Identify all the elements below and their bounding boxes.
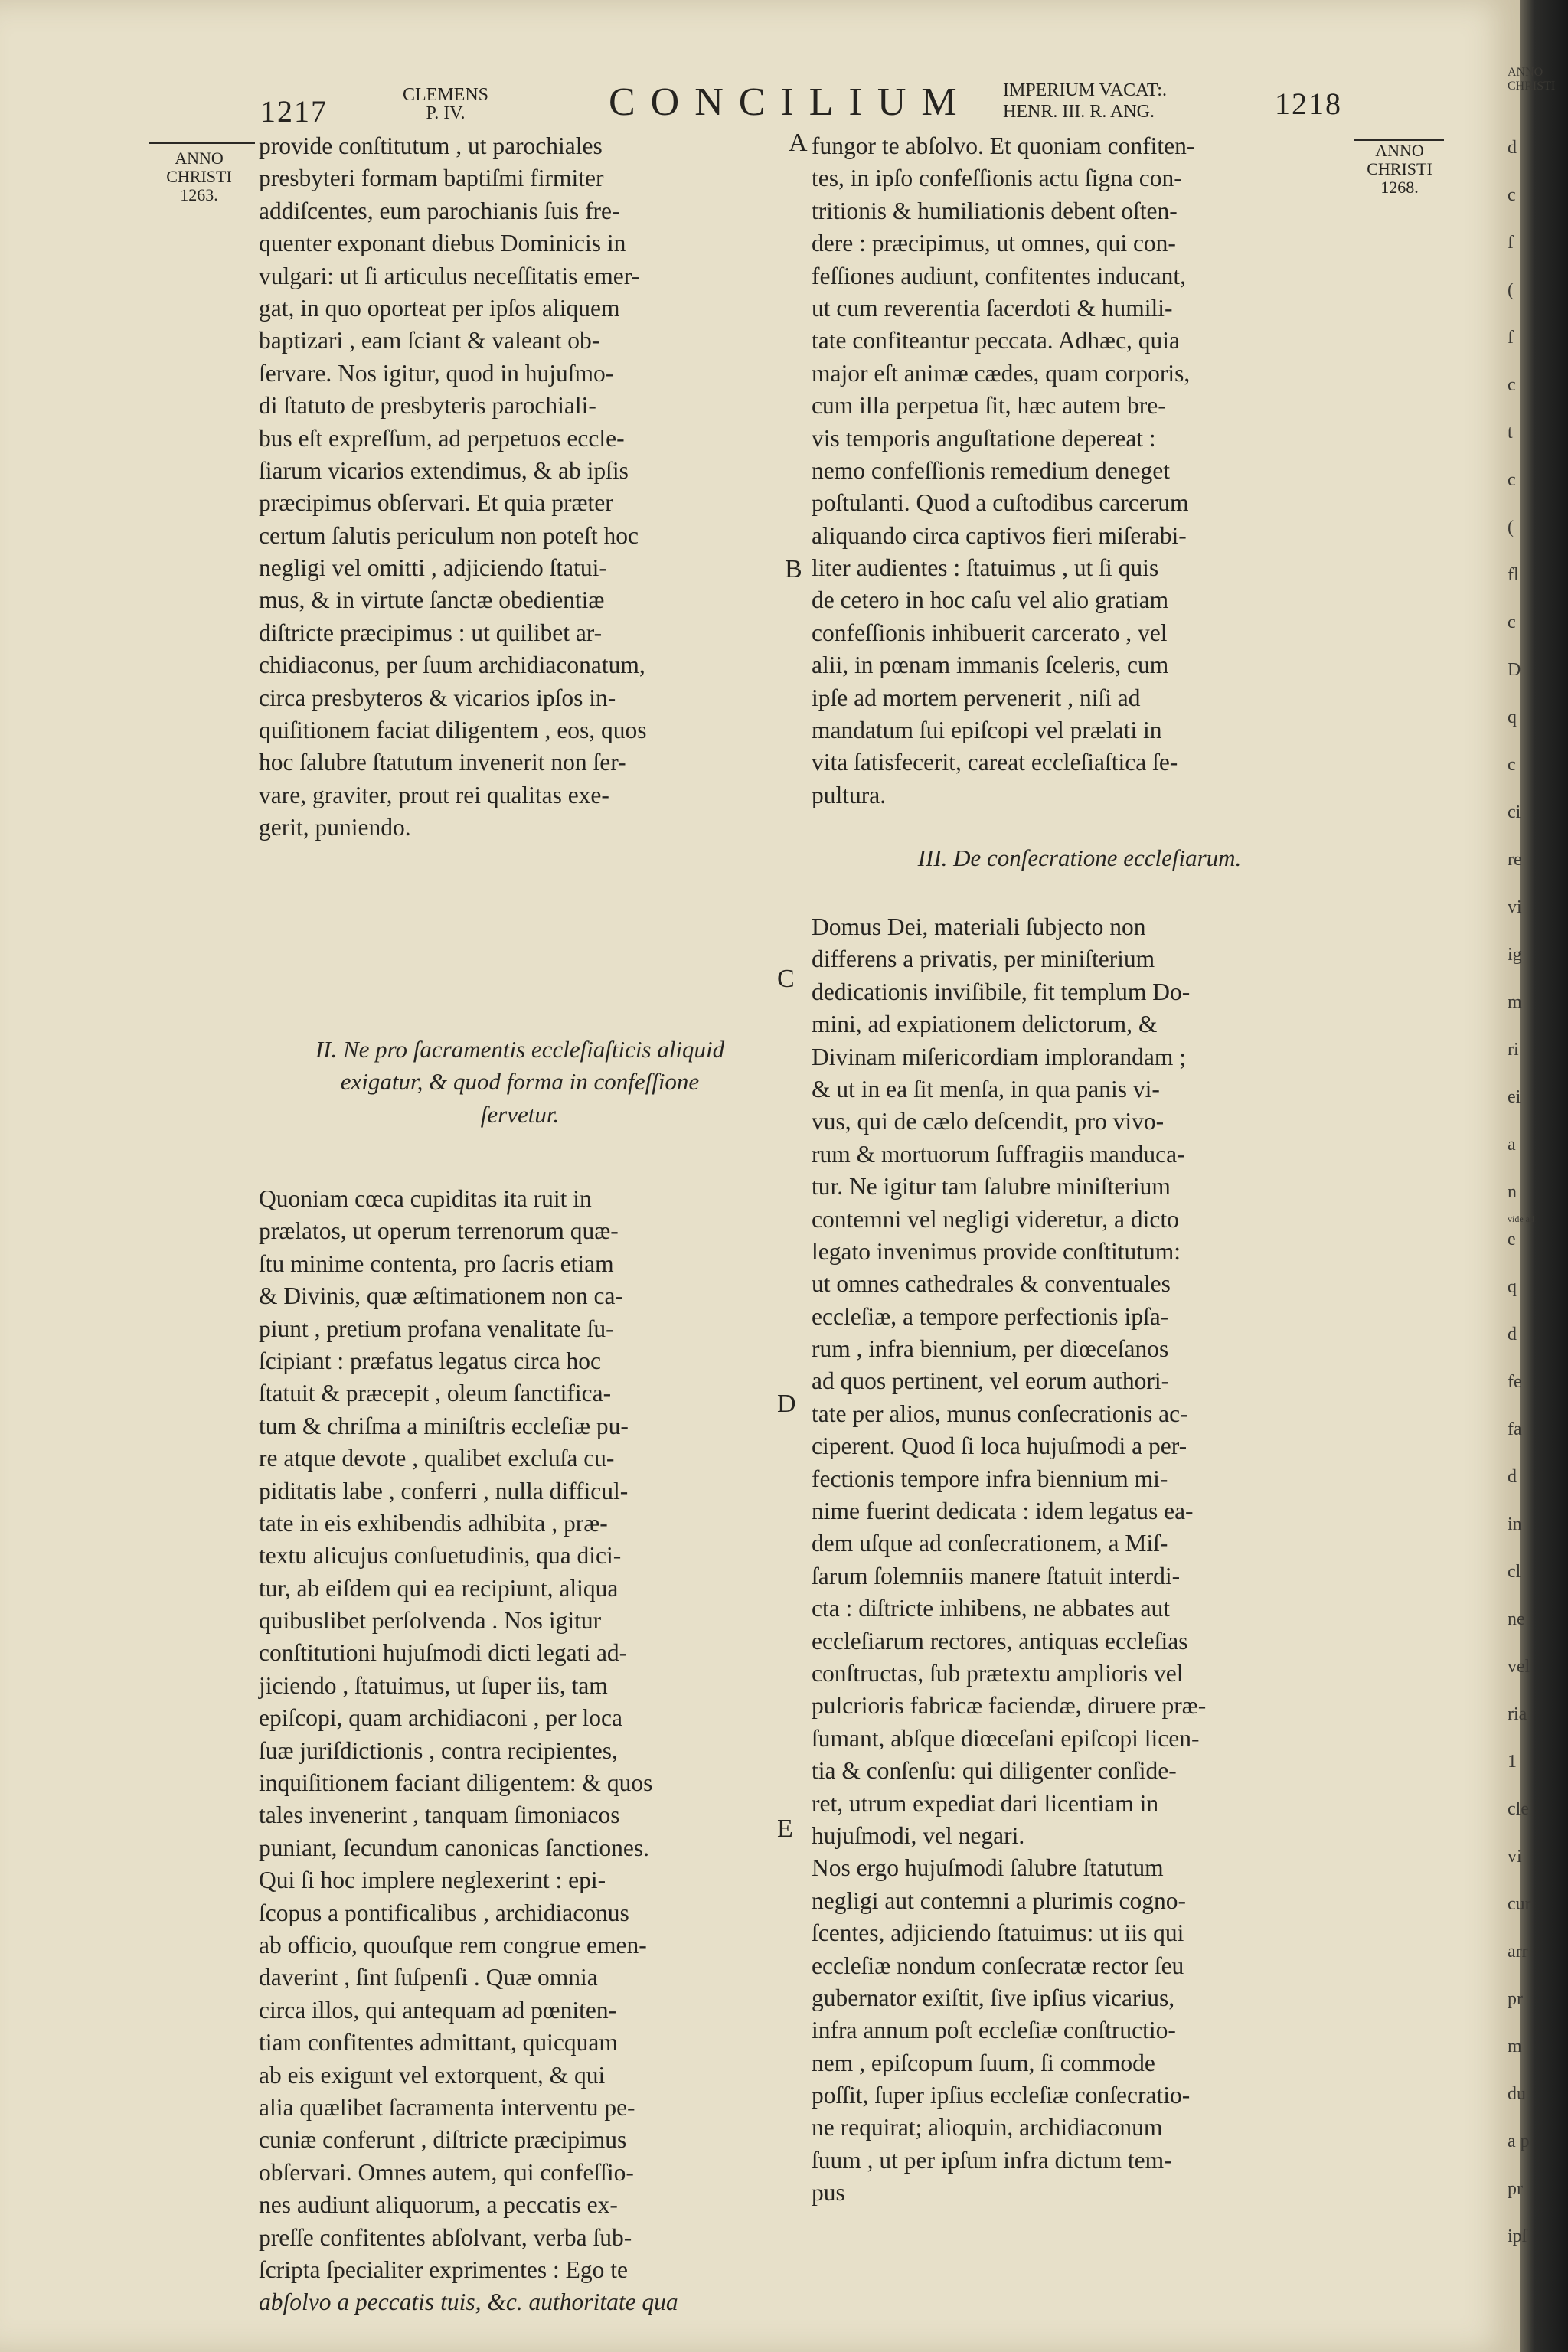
peek-header-line: CHRISTI bbox=[1508, 80, 1556, 93]
left-text-line: negligi vel omitti , adjiciendo ſtatui- bbox=[259, 554, 607, 582]
right-text-line: tate confiteantur peccata. Adhæc, quia bbox=[812, 327, 1181, 354]
right-text-line: tur. Ne igitur tam ſalubre miniſterium bbox=[812, 1173, 1171, 1200]
left-text-line: ab officio, quouſque rem congrue emen- bbox=[259, 1931, 647, 1958]
margin-note-right bbox=[1354, 142, 1446, 197]
peek-letter: vi bbox=[1508, 1847, 1522, 1867]
right-text-line: fungor te abſolvo. Et quoniam confiten- bbox=[812, 132, 1195, 159]
left-text-line: tiam confitentes admittant, quicquam bbox=[259, 2029, 618, 2056]
left-text-line: certum ſalutis periculum non poteſt hoc bbox=[259, 521, 639, 549]
running-head-left-line-1: CLEMENS bbox=[402, 85, 488, 105]
right-text-line: major eſt animæ cædes, quam corporis, bbox=[812, 359, 1191, 387]
peek-letter: c bbox=[1508, 612, 1516, 632]
peek-letter: f bbox=[1508, 233, 1514, 253]
peek-letter: pr bbox=[1508, 2179, 1523, 2199]
right-text-line: Domus Dei, materiali ſubjecto non bbox=[812, 913, 1146, 940]
right-text-line: Divinam miſericordiam implorandam ; bbox=[812, 1043, 1187, 1070]
right-text-line: tes, in ipſo confeſſionis actu ſigna con- bbox=[812, 165, 1182, 192]
right-text-line: tia & conſenſu: qui diligenter conſide- bbox=[812, 1757, 1177, 1785]
margin-right-line-1: ANNO bbox=[1375, 141, 1424, 160]
peek-letter: ci bbox=[1508, 802, 1521, 822]
peek-letter: fe bbox=[1508, 1372, 1522, 1392]
left-text-line: conſtitutioni hujuſmodi dicti legati ad- bbox=[259, 1639, 628, 1667]
peek-letter: t bbox=[1508, 423, 1513, 443]
peek-letter: d bbox=[1508, 138, 1517, 158]
peek-letter: d bbox=[1508, 1467, 1517, 1487]
peek-letter: ipſ bbox=[1508, 2226, 1527, 2246]
peek-letter: D bbox=[1508, 660, 1521, 680]
left-text-line: cuniæ conferunt , diſtricte præcipimus bbox=[259, 2126, 627, 2154]
left-text-line: ſcripta ſpecialiter exprimentes : Ego te bbox=[259, 2256, 628, 2283]
left-text-line: hoc ſalubre ſtatutum invenerit non ſer- bbox=[259, 749, 626, 776]
right-text-line: gubernator exiſtit, ſive ipſius vicarius, bbox=[812, 1984, 1175, 2011]
peek-letter: ( bbox=[1508, 280, 1514, 300]
right-text-line: rum , infra biennium, per diœceſanos bbox=[812, 1335, 1169, 1363]
left-text-line: presbyteri formam baptiſmi firmiter bbox=[259, 165, 604, 192]
heading-ii-line: ſervetur. bbox=[480, 1100, 560, 1128]
running-head-right bbox=[1003, 80, 1256, 122]
right-text-line: ſuum , ut per ipſum infra dictum tem- bbox=[812, 2146, 1172, 2174]
peek-letter: m bbox=[1508, 2037, 1522, 2056]
section-marker-b: B bbox=[785, 555, 802, 583]
left-text-line: preſſe confitentes abſolvant, verba ſub- bbox=[259, 2223, 632, 2251]
left-text-line: piunt , pretium profana venalitate ſu- bbox=[259, 1315, 614, 1342]
margin-left-line-3: 1263. bbox=[180, 185, 218, 204]
right-text-line: rum & mortuorum ſuffragiis manduca- bbox=[812, 1140, 1185, 1168]
left-text-line: mus, & in virtute ſanctæ obedientiæ bbox=[259, 586, 605, 614]
right-text-line: vus, qui de cælo deſcendit, pro vivo- bbox=[812, 1108, 1165, 1135]
left-text-line: tum & chriſma a miniſtris eccleſiæ pu- bbox=[259, 1412, 629, 1439]
peek-letter: cle bbox=[1508, 1799, 1529, 1819]
left-text-line: di ſtatuto de presbyteris parochiali- bbox=[259, 392, 596, 420]
left-text-line: piditatis labe , conferri , nulla difficul- bbox=[259, 1477, 629, 1504]
left-text-line: addiſcentes, eum parochianis ſuis fre- bbox=[259, 197, 620, 224]
left-column bbox=[259, 130, 781, 2316]
running-head-left bbox=[392, 86, 499, 122]
left-text-line: gerit, puniendo. bbox=[259, 814, 411, 841]
peek-letter: c bbox=[1508, 185, 1516, 205]
right-text-line: Nos ergo hujuſmodi ſalubre ſtatutum bbox=[812, 1854, 1164, 1882]
right-text-line: cta : diſtricte inhibens, ne abbates aut bbox=[812, 1595, 1170, 1622]
right-text-line: fectionis tempore infra biennium mi- bbox=[812, 1465, 1168, 1492]
peek-letter: vi bbox=[1508, 897, 1522, 917]
peek-letter: ig bbox=[1508, 945, 1522, 965]
right-text-line: poſſit, ſuper ipſius eccleſiæ conſecratio- bbox=[812, 2082, 1191, 2109]
peek-letter: fl bbox=[1508, 565, 1519, 585]
right-text-line: ut omnes cathedrales & conventuales bbox=[812, 1270, 1171, 1298]
left-text-line: Qui ſi hoc implere neglexerint : epi- bbox=[259, 1867, 606, 1894]
left-text-line: ſiarum vicarios extendimus, & ab ipſis bbox=[259, 456, 629, 484]
right-text-line: mini, ad expiationem delictorum, & bbox=[812, 1011, 1158, 1038]
running-head-right-line-2: HENR. III. R. ANG. bbox=[1003, 102, 1155, 122]
left-text-line: epiſcopi, quam archidiaconi , per loca bbox=[259, 1704, 622, 1732]
right-text-line: ſcentes, adjiciendo ſtatuimus: ut iis qui bbox=[812, 1919, 1184, 1947]
left-text-line: Quoniam cœca cupiditas ita ruit in bbox=[259, 1185, 592, 1212]
right-text-line: contemni vel negligi videretur, a dicto bbox=[812, 1205, 1179, 1233]
margin-left-line-2: CHRISTI bbox=[166, 167, 232, 186]
right-text-line: negligi aut contemni a plurimis cogno- bbox=[812, 1886, 1187, 1914]
left-text-line: ſcipiant : præfatus legatus circa hoc bbox=[259, 1347, 601, 1374]
peek-header-line: ANNO bbox=[1508, 66, 1544, 79]
right-text-line: infra annum poſt eccleſiæ conſtructio- bbox=[812, 2017, 1176, 2044]
running-head-right-line-1: IMPERIUM VACAT:. bbox=[1003, 80, 1167, 100]
peek-letter: ri bbox=[1508, 1040, 1519, 1060]
page-number-left: 1217 bbox=[260, 94, 328, 129]
right-text-line: alii, in pœnam immanis ſceleris, cum bbox=[812, 652, 1169, 679]
right-block-1 bbox=[812, 130, 1348, 812]
adjacent-page-peek bbox=[1497, 0, 1568, 2352]
left-text-line: circa presbyteros & vicarios ipſos in- bbox=[259, 684, 616, 711]
right-text-line: ne requirat; alioquin, archidiaconum bbox=[812, 2114, 1163, 2141]
left-text-line: puniant, ſecundum canonicas ſanctiones. bbox=[259, 1834, 649, 1861]
left-text-line: nes audiunt aliquorum, a peccatis ex- bbox=[259, 2191, 618, 2219]
right-text-line: ſumant, abſque diœceſani epiſcopi licen- bbox=[812, 1724, 1200, 1752]
section-marker-a: A bbox=[789, 129, 808, 157]
peek-header bbox=[1508, 66, 1555, 93]
peek-letter: q bbox=[1508, 1277, 1517, 1297]
right-text-line: ciperent. Quod ſi loca hujuſmodi a per- bbox=[812, 1432, 1187, 1460]
right-text-line: ipſe ad mortem pervenerit , niſi ad bbox=[812, 684, 1141, 711]
peek-letter: ei bbox=[1508, 1087, 1521, 1107]
running-title: CONCILIUM bbox=[609, 80, 972, 124]
section-heading-ii bbox=[259, 1034, 781, 1131]
peek-letter: c bbox=[1508, 755, 1516, 775]
left-text-line: alia quælibet ſacramenta interventu pe- bbox=[259, 2093, 635, 2121]
right-text-line: confeſſionis inhibuerit carcerato , vel bbox=[812, 619, 1168, 646]
left-text-line: textu alicujus conſuetudinis, qua dici- bbox=[259, 1542, 622, 1570]
left-block-1 bbox=[259, 130, 781, 844]
left-text-line: tur, ab eiſdem qui ea recipiunt, aliqua bbox=[259, 1574, 619, 1602]
peek-letter: cur bbox=[1508, 1894, 1531, 1914]
left-text-line: ſervare. Nos igitur, quod in hujuſmo- bbox=[259, 359, 614, 387]
section-marker-d: D bbox=[777, 1390, 796, 1418]
left-text-line: vulgari: ut ſi articulus neceſſitatis emer- bbox=[259, 262, 640, 289]
peek-letter: a p bbox=[1508, 2132, 1530, 2151]
peek-letter: re bbox=[1508, 850, 1522, 870]
margin-right-line-3: 1268. bbox=[1380, 178, 1419, 197]
running-head-left-line-2: P. IV. bbox=[426, 103, 466, 123]
peek-letter: ( bbox=[1508, 518, 1514, 537]
right-text-line: & ut in ea ſit menſa, in qua panis vi- bbox=[812, 1075, 1160, 1102]
peek-letter: a bbox=[1508, 1135, 1516, 1155]
right-text-line: eccleſiæ, a tempore perfectionis ipſa- bbox=[812, 1302, 1169, 1330]
right-text-line: pus bbox=[812, 2179, 845, 2207]
right-text-line: ut cum reverentia ſacerdoti & humili- bbox=[812, 294, 1173, 322]
right-text-line: ſarum ſolemniis manere ſtatuit interdi- bbox=[812, 1562, 1181, 1589]
left-text-line: inquiſitionem faciant diligentem: & quos bbox=[259, 1769, 653, 1797]
right-text-line: hujuſmodi, vel negari. bbox=[812, 1821, 1025, 1849]
right-text-line: nem , epiſcopum ſuum, ſi commode bbox=[812, 2049, 1155, 2076]
section-heading-iii: III. De conſecratione eccleſiarum. bbox=[917, 844, 1242, 871]
margin-note-left bbox=[153, 149, 245, 204]
left-block-3 bbox=[259, 1183, 781, 2319]
peek-margin-snippet: vide ad bbox=[1508, 1214, 1534, 1224]
right-text-line: vita ſatisfecerit, careat eccleſiaſtica ſe- bbox=[812, 749, 1178, 776]
right-text-line: feſſiones audiunt, confitentes inducant, bbox=[812, 262, 1186, 289]
peek-letter: ria bbox=[1508, 1704, 1527, 1724]
peek-letter: ne bbox=[1508, 1609, 1525, 1629]
left-text-line: quiſitionem faciat diligentem , eos, quos bbox=[259, 717, 647, 744]
right-text-line: dedicationis inviſibile, fit templum Do- bbox=[812, 978, 1191, 1005]
peek-letter: c bbox=[1508, 470, 1516, 490]
peek-letter: in bbox=[1508, 1514, 1522, 1534]
left-text-line: & Divinis, quæ æſtimationem non ca- bbox=[259, 1282, 623, 1310]
peek-letter: n bbox=[1508, 1182, 1517, 1202]
left-text-line: diſtricte præcipimus : ut quilibet ar- bbox=[259, 619, 603, 646]
peek-letter: pr bbox=[1508, 1989, 1523, 2009]
left-text-line: circa illos, qui antequam ad pœniten- bbox=[259, 1996, 617, 2024]
right-text-line: conſtructas, ſub prætextu amplioris vel bbox=[812, 1659, 1184, 1687]
peek-letter: c bbox=[1508, 375, 1516, 395]
left-text-line: quenter exponant diebus Dominicis in bbox=[259, 230, 626, 257]
right-text-line: poſtulanti. Quod a cuſtodibus carcerum bbox=[812, 489, 1189, 517]
right-text-line: cum illa perpetua ſit, hæc autem bre- bbox=[812, 392, 1166, 420]
left-text-line: jiciendo , ſtatuimus, ut ſuper iis, tam bbox=[259, 1671, 608, 1699]
left-text-line: ſcopus a pontificalibus , archidiaconus bbox=[259, 1899, 629, 1926]
peek-letter: e bbox=[1508, 1230, 1516, 1250]
right-text-line: mandatum ſui epiſcopi vel prælati in bbox=[812, 717, 1162, 744]
left-text-line: abſolvo a peccatis tuis, &c. authoritate qua bbox=[259, 2288, 678, 2316]
peek-letter: 1 bbox=[1508, 1752, 1517, 1772]
right-text-line: dere : præcipimus, ut omnes, qui con- bbox=[812, 230, 1176, 257]
heading-ii-line: exigatur, & quod forma in confeſſione bbox=[340, 1068, 700, 1096]
right-text-line: ret, utrum expediat dari licentiam in bbox=[812, 1789, 1159, 1817]
section-marker-c: C bbox=[777, 965, 795, 993]
right-text-line: nemo confeſſionis remedium deneget bbox=[812, 456, 1170, 484]
left-text-line: præcipimus obſervari. Et quia præter bbox=[259, 489, 613, 517]
right-column bbox=[812, 130, 1348, 2207]
peek-letter: f bbox=[1508, 328, 1514, 348]
left-text-line: provide conſtitutum , ut parochiales bbox=[259, 132, 603, 159]
left-text-line: baptizari , eam ſciant & valeant ob- bbox=[259, 327, 600, 354]
page-number-right: 1218 bbox=[1275, 87, 1342, 121]
left-text-line: ab eis exigunt vel extorquent, & qui bbox=[259, 2061, 606, 2089]
left-text-line: ſtu minime contenta, pro ſacris etiam bbox=[259, 1250, 614, 1277]
right-text-line: legato invenimus provide conſtitutum: bbox=[812, 1237, 1181, 1265]
right-text-line: dem uſque ad conſecrationem, a Miſ- bbox=[812, 1530, 1168, 1557]
right-text-line: eccleſiæ nondum conſecratæ rector ſeu bbox=[812, 1952, 1184, 1979]
right-text-line: ad quos pertinent, vel eorum authori- bbox=[812, 1367, 1170, 1395]
section-marker-e: E bbox=[777, 1815, 793, 1843]
left-text-line: gat, in quo oporteat per ipſos aliquem bbox=[259, 294, 620, 322]
peek-letter: q bbox=[1508, 707, 1517, 727]
left-text-line: chidiaconus, per ſuum archidiaconatum, bbox=[259, 652, 645, 679]
heading-ii-line: II. Ne pro ſacramentis eccleſiaſticis aliquid bbox=[315, 1036, 725, 1063]
left-text-line: tate in eis exhibendis adhibita , præ- bbox=[259, 1509, 608, 1537]
left-text-line: vare, graviter, prout rei qualitas exe- bbox=[259, 781, 609, 808]
peek-letter: du bbox=[1508, 2084, 1526, 2104]
margin-rule-left bbox=[149, 142, 255, 144]
right-text-line: eccleſiarum rectores, antiquas eccleſias bbox=[812, 1627, 1188, 1655]
left-text-line: prælatos, ut operum terrenorum quæ- bbox=[259, 1217, 619, 1245]
margin-right-line-2: CHRISTI bbox=[1367, 159, 1432, 178]
right-text-line: liter audientes : ſtatuimus , ut ſi quis bbox=[812, 554, 1159, 582]
right-text-line: de cetero in hoc caſu vel alio gratiam bbox=[812, 586, 1169, 614]
right-text-line: pulcrioris fabricæ faciendæ, diruere præ- bbox=[812, 1692, 1207, 1720]
right-text-line: pultura. bbox=[812, 781, 887, 808]
right-text-line: tritionis & humiliationis debent oſten- bbox=[812, 197, 1178, 224]
right-text-line: tate per alios, munus conſecrationis ac- bbox=[812, 1400, 1188, 1427]
left-text-line: bus eſt expreſſum, ad perpetuos eccle- bbox=[259, 424, 625, 452]
peek-letter: m bbox=[1508, 992, 1522, 1012]
left-text-line: ſuæ juriſdictionis , contra recipientes, bbox=[259, 1736, 618, 1764]
peek-letter: arr bbox=[1508, 1942, 1528, 1962]
left-text-line: tales invenerint , tanquam ſimoniacos bbox=[259, 1802, 620, 1829]
left-text-line: ſtatuit & præcepit , oleum ſanctifica- bbox=[259, 1380, 612, 1407]
right-text-line: aliquando circa captivos fieri miſerabi- bbox=[812, 521, 1187, 549]
left-text-line: re atque devote , qualibet excluſa cu- bbox=[259, 1445, 615, 1472]
peek-letter: d bbox=[1508, 1325, 1517, 1344]
right-text-line: differens a privatis, per miniſterium bbox=[812, 946, 1155, 973]
left-text-line: obſervari. Omnes autem, qui confeſſio- bbox=[259, 2158, 634, 2186]
peek-letter: vel bbox=[1508, 1657, 1530, 1677]
left-text-line: daverint , ſint ſuſpenſi . Quæ omnia bbox=[259, 1964, 598, 1991]
margin-left-line-1: ANNO bbox=[175, 149, 224, 168]
right-text-line: vis temporis anguſtatione depereat : bbox=[812, 424, 1156, 452]
right-text-line: nime fuerint dedicata : idem legatus ea- bbox=[812, 1498, 1194, 1525]
peek-letter: cl bbox=[1508, 1562, 1521, 1582]
right-block-3 bbox=[812, 911, 1348, 2210]
peek-letter: fa bbox=[1508, 1419, 1522, 1439]
left-text-line: quibuslibet perſolvenda . Nos igitur bbox=[259, 1607, 602, 1635]
